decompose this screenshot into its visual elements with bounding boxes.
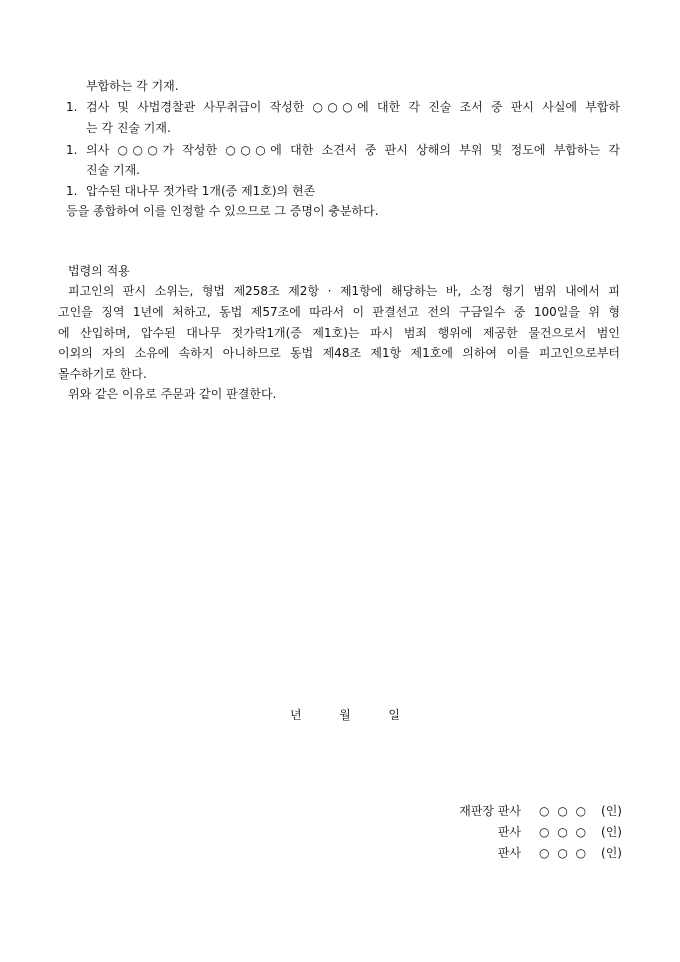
date-year: 년 xyxy=(290,708,302,722)
evidence-item-2-marker: 1. xyxy=(66,143,78,157)
law-heading: 법령의 적용 xyxy=(68,264,130,278)
signature-seal: (인) xyxy=(601,846,622,860)
signature-judge-1 xyxy=(433,822,622,842)
evidence-item-1-marker: 1. xyxy=(66,100,78,114)
date-day: 일 xyxy=(388,708,400,722)
law-paragraph-line-4: 이외의 자의 소유에 속하지 아니하므로 동법 제48조 제1항 제1호에 의하여 이를 피고인으로부터 xyxy=(58,346,620,360)
signature-seal: (인) xyxy=(601,825,622,839)
law-paragraph-line-1: 피고인의 판시 소위는, 형법 제258조 제2항 · 제1항에 해당하는 바, 소정 형기 범위 내에서 피 xyxy=(68,284,620,298)
evidence-conclusion: 등을 종합하여 이를 인정할 수 있으므로 그 증명이 충분하다. xyxy=(66,204,379,218)
law-paragraph-line-5: 몰수하기로 한다. xyxy=(58,367,147,381)
signature-title: 재판장 판사 xyxy=(459,804,522,818)
evidence-continuation: 부합하는 각 기재. xyxy=(86,79,179,93)
signature-title: 판사 xyxy=(497,825,522,839)
signature-seal: (인) xyxy=(601,804,622,818)
judgment-date xyxy=(290,705,400,725)
signature-judge-2 xyxy=(433,843,622,863)
signature-name: ○ ○ ○ xyxy=(539,846,589,860)
date-month: 월 xyxy=(339,708,351,722)
evidence-item-2-line-2: 진술 기재. xyxy=(86,163,140,177)
evidence-item-3-marker: 1. xyxy=(66,184,78,198)
law-paragraph-line-3: 에 산입하며, 압수된 대나무 젓가락1개(증 제1호)는 파시 범죄 행위에 제공한 물건으로서 범인 xyxy=(58,326,620,340)
signature-name: ○ ○ ○ xyxy=(539,804,589,818)
law-paragraph-line-2: 고인을 징역 1년에 처하고, 동법 제57조에 따라서 이 판결선고 전의 구금일수 중 100일을 위 형 xyxy=(58,305,620,319)
evidence-item-1-line-2: 는 각 진술 기재. xyxy=(86,121,171,135)
evidence-item-2-line-1: 의사 ○○○가 작성한 ○○○에 대한 소견서 중 판시 상해의 부위 및 정도에 부합하는 각 xyxy=(86,143,620,157)
signature-presiding-judge xyxy=(433,801,622,821)
closing-statement: 위와 같은 이유로 주문과 같이 판결한다. xyxy=(68,387,277,401)
evidence-item-3-line-1: 압수된 대나무 젓가락 1개(증 제1호)의 현존 xyxy=(86,184,316,198)
signature-name: ○ ○ ○ xyxy=(539,825,589,839)
evidence-item-1-line-1: 검사 및 사법경찰관 사무취급이 작성한 ○○○에 대한 각 진술 조서 중 판시 사실에 부합하 xyxy=(86,100,620,114)
signature-title: 판사 xyxy=(497,846,522,860)
